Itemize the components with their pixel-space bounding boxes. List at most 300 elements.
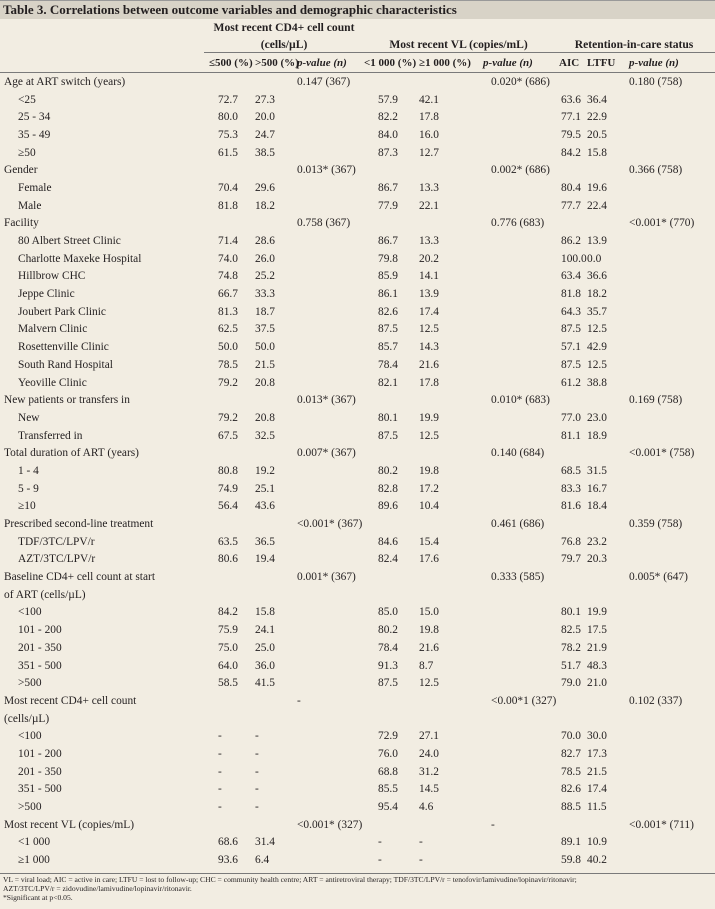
col-header: LTFU <box>587 53 625 73</box>
row-label: New <box>18 411 40 424</box>
table-cell <box>289 781 364 799</box>
table-cell <box>289 586 364 604</box>
table-cell <box>483 108 553 126</box>
table-footnote <box>0 873 715 902</box>
row-label: Gender <box>4 164 38 177</box>
table-cell: - <box>255 783 259 796</box>
group-header-cd4: Most recent CD4+ cell count <box>213 21 355 34</box>
table-cell <box>289 551 364 569</box>
column-header-row <box>0 53 715 73</box>
table-cell <box>255 710 289 728</box>
table-cell: 0.001* (367) <box>297 571 356 584</box>
table-row <box>0 462 715 480</box>
table-cell: 41.5 <box>255 677 275 690</box>
table-cell: 59.8 <box>561 854 581 867</box>
table-cell: 0.180 (758) <box>629 75 683 88</box>
table-cell: 0.020* (686) <box>491 75 550 88</box>
table-cell: 0.002* (686) <box>491 164 550 177</box>
table-cell: 82.5 <box>561 624 581 637</box>
table-cell: 84.2 <box>218 606 238 619</box>
table-row <box>0 692 715 710</box>
table-cell: 93.6 <box>218 854 238 867</box>
table-cell <box>553 586 587 604</box>
table-cell: 74.0 <box>218 252 238 265</box>
table-cell: 72.7 <box>218 93 238 106</box>
table-cell <box>625 710 715 728</box>
table-cell <box>483 851 553 869</box>
table-cell <box>625 91 715 109</box>
table-cell: - <box>218 747 222 760</box>
table-cell <box>419 161 483 179</box>
table-cell <box>255 391 289 409</box>
table-cell <box>289 321 364 339</box>
table-cell: 75.3 <box>218 128 238 141</box>
table-cell <box>483 197 553 215</box>
table-cell <box>587 692 625 710</box>
table-cell: 77.1 <box>561 111 581 124</box>
row-label: >500 <box>18 677 42 690</box>
table-cell <box>483 639 553 657</box>
table-cell: 63.6 <box>561 93 581 106</box>
table-cell: 17.6 <box>419 553 439 566</box>
table-cell: 85.0 <box>378 606 398 619</box>
table-cell <box>625 727 715 745</box>
table-cell <box>483 409 553 427</box>
table-cell <box>419 215 483 233</box>
table-cell: 79.2 <box>218 411 238 424</box>
table-cell: 57.9 <box>378 93 398 106</box>
table-cell <box>625 586 715 604</box>
table-cell: 76.8 <box>561 535 581 548</box>
table-cell <box>289 498 364 516</box>
table-row <box>0 745 715 763</box>
table-cell <box>364 73 419 91</box>
table-cell: 78.4 <box>378 358 398 371</box>
table-cell: 95.4 <box>378 801 398 814</box>
table-cell: 68.6 <box>218 836 238 849</box>
row-label: 351 - 500 <box>18 659 62 672</box>
table-cell: 0.013* (367) <box>297 394 356 407</box>
table-cell <box>204 710 255 728</box>
table-cell <box>483 250 553 268</box>
table-cell: 26.0 <box>255 252 275 265</box>
table-cell: 85.9 <box>378 270 398 283</box>
row-label: Yeoville Clinic <box>18 376 87 389</box>
table-cell: 17.5 <box>587 624 607 637</box>
table-cell: 25.0 <box>255 641 275 654</box>
table-row <box>0 586 715 604</box>
row-label: 5 - 9 <box>18 482 39 495</box>
table-cell: 18.9 <box>587 429 607 442</box>
table-row <box>0 250 715 268</box>
table-cell: 33.3 <box>255 288 275 301</box>
table-cell <box>255 816 289 834</box>
table-row <box>0 851 715 869</box>
table-cell: 85.7 <box>378 341 398 354</box>
table-row <box>0 444 715 462</box>
table-cell: 77.7 <box>561 199 581 212</box>
table-cell: 72.9 <box>378 730 398 743</box>
table-cell: 19.2 <box>255 464 275 477</box>
table-cell <box>483 710 553 728</box>
table-cell <box>419 586 483 604</box>
table-cell: - <box>218 765 222 778</box>
table-cell: 42.9 <box>587 341 607 354</box>
table-row <box>0 161 715 179</box>
table-cell: 0.005* (647) <box>629 571 688 584</box>
table-cell: 21.9 <box>587 641 607 654</box>
table-row <box>0 798 715 816</box>
table-cell: 63.5 <box>218 535 238 548</box>
table-cell: 74.8 <box>218 270 238 283</box>
table-cell <box>419 568 483 586</box>
row-label: Jeppe Clinic <box>18 288 75 301</box>
row-label: Malvern Clinic <box>18 323 88 336</box>
table-cell <box>625 144 715 162</box>
table-cell: - <box>255 801 259 814</box>
row-label: >500 <box>18 801 42 814</box>
col-header: p-value (n) <box>483 53 553 73</box>
table-cell <box>483 798 553 816</box>
table-cell <box>204 692 255 710</box>
table-cell: 12.5 <box>419 429 439 442</box>
row-label: 101 - 200 <box>18 624 62 637</box>
table-cell: 25.1 <box>255 482 275 495</box>
row-label: 80 Albert Street Clinic <box>18 235 121 248</box>
table-cell <box>625 232 715 250</box>
table-cell: 17.4 <box>419 305 439 318</box>
table-cell: 80.1 <box>378 411 398 424</box>
table-cell <box>204 816 255 834</box>
table-cell: 80.4 <box>561 181 581 194</box>
table-cell: 19.9 <box>587 606 607 619</box>
table-row <box>0 480 715 498</box>
table-cell: 63.4 <box>561 270 581 283</box>
table-cell <box>553 391 587 409</box>
table-cell: 81.8 <box>561 288 581 301</box>
table-cell: 16.0 <box>419 128 439 141</box>
table-cell: 23.2 <box>587 535 607 548</box>
table-cell <box>364 568 419 586</box>
table-cell <box>255 215 289 233</box>
table-cell: 12.7 <box>419 146 439 159</box>
table-cell <box>289 303 364 321</box>
table-row <box>0 657 715 675</box>
table-row <box>0 568 715 586</box>
table-cell: - <box>255 765 259 778</box>
table-cell <box>625 851 715 869</box>
table-cell: 78.5 <box>561 765 581 778</box>
table-cell <box>483 427 553 445</box>
footnote-line: *Significant at p<0.05. <box>3 892 73 902</box>
table-cell: 15.4 <box>419 535 439 548</box>
table-cell: 10.4 <box>419 500 439 513</box>
row-label: TDF/3TC/LPV/r <box>18 535 95 548</box>
table-title: Table 3. Correlations between outcome variables and demographic characteristics <box>0 0 715 19</box>
table-cell: 80.2 <box>378 624 398 637</box>
table-cell: 87.5 <box>378 429 398 442</box>
table-cell: 27.1 <box>419 730 439 743</box>
table-cell <box>483 268 553 286</box>
row-label: Total duration of ART (years) <box>4 447 139 460</box>
table-cell: 61.2 <box>561 376 581 389</box>
table-cell: 21.5 <box>255 358 275 371</box>
table-cell <box>483 374 553 392</box>
table-row <box>0 374 715 392</box>
table-cell: 22.4 <box>587 199 607 212</box>
table-cell: 56.4 <box>218 500 238 513</box>
table-cell <box>204 391 255 409</box>
table-cell <box>419 710 483 728</box>
table-cell: 87.5 <box>561 358 581 371</box>
table-row <box>0 126 715 144</box>
table-cell <box>289 674 364 692</box>
table-cell <box>483 763 553 781</box>
row-label: Charlotte Maxeke Hospital <box>18 252 142 265</box>
table-cell: 89.1 <box>561 836 581 849</box>
row-label: Joubert Park Clinic <box>18 305 106 318</box>
table-cell: - <box>255 730 259 743</box>
table-cell: 51.7 <box>561 659 581 672</box>
table-cell: 79.0 <box>561 677 581 690</box>
table-cell: 84.6 <box>378 535 398 548</box>
table-cell: 58.5 <box>218 677 238 690</box>
table-cell: 19.8 <box>419 624 439 637</box>
table-cell: 20.3 <box>587 553 607 566</box>
table-row <box>0 73 715 91</box>
col-header: AIC <box>553 53 587 73</box>
table-cell: - <box>419 836 423 849</box>
table-cell: 23.0 <box>587 411 607 424</box>
table-row <box>0 498 715 516</box>
footnote-line: AZT/3TC/LPV/r = zidovudine/lamivudine/lopinavir/ritonavir. <box>3 883 192 893</box>
table-cell: <0.001* (327) <box>297 818 363 831</box>
group-header-row-2 <box>0 36 715 53</box>
table-cell <box>204 515 255 533</box>
table-cell <box>625 639 715 657</box>
table-cell: 0.140 (684) <box>491 447 545 460</box>
table-cell: 17.8 <box>419 111 439 124</box>
table-cell: 100.0 <box>561 252 587 265</box>
table-cell <box>204 444 255 462</box>
table-row <box>0 391 715 409</box>
footnote-line: VL = viral load; AIC = active in care; LTFU = lost to follow-up; CHC = community health centre; ART = antiretroviral therapy; TDF/3TC/LPV/r = tenofovir/lamivudine/lopinavir/ritonavir; <box>3 874 577 884</box>
table-cell <box>625 462 715 480</box>
table-cell: 0.0 <box>587 252 602 265</box>
table-cell <box>483 657 553 675</box>
table-cell: 62.5 <box>218 323 238 336</box>
table-row <box>0 781 715 799</box>
table-cell: 75.0 <box>218 641 238 654</box>
table-cell: <0.001* (711) <box>629 818 694 831</box>
table-cell <box>553 444 587 462</box>
row-label: <1 000 <box>18 836 51 849</box>
table-cell: 89.6 <box>378 500 398 513</box>
table-cell: 6.4 <box>255 854 270 867</box>
table-cell: 70.0 <box>561 730 581 743</box>
table-cell: 18.4 <box>587 500 607 513</box>
table-cell: 87.3 <box>378 146 398 159</box>
row-label: Age at ART switch (years) <box>4 75 126 88</box>
table-cell <box>289 604 364 622</box>
table-cell <box>625 356 715 374</box>
row-label: Rosettenville Clinic <box>18 341 109 354</box>
table-cell: 18.2 <box>255 199 275 212</box>
table-row <box>0 179 715 197</box>
table-cell <box>419 73 483 91</box>
table-cell: 30.0 <box>587 730 607 743</box>
table-cell <box>625 763 715 781</box>
row-label: New patients or transfers in <box>4 394 130 407</box>
group-header-row-1 <box>0 19 715 36</box>
table-cell <box>483 604 553 622</box>
table-cell <box>204 215 255 233</box>
col-header: ≤500 (%) <box>204 53 255 73</box>
table-row <box>0 409 715 427</box>
table-cell <box>625 179 715 197</box>
row-label: ≥10 <box>18 500 36 513</box>
table-cell: 31.5 <box>587 464 607 477</box>
table-row <box>0 303 715 321</box>
table-cell: 17.3 <box>587 747 607 760</box>
group-header-vl: Most recent VL (copies/mL) <box>364 36 553 53</box>
table-cell: 16.7 <box>587 482 607 495</box>
table-cell <box>483 533 553 551</box>
table-cell: 12.5 <box>587 358 607 371</box>
table-cell: 20.0 <box>255 111 275 124</box>
table-cell: 36.0 <box>255 659 275 672</box>
row-label: 201 - 350 <box>18 641 62 654</box>
table-cell: 25.2 <box>255 270 275 283</box>
table-cell <box>255 515 289 533</box>
table-row <box>0 604 715 622</box>
row-label: South Rand Hospital <box>18 358 113 371</box>
table-cell: 82.4 <box>378 553 398 566</box>
table-cell <box>483 462 553 480</box>
table-cell <box>289 745 364 763</box>
table-cell <box>364 391 419 409</box>
group-header-retention: Retention-in-care status <box>553 36 715 53</box>
row-label: Female <box>18 181 52 194</box>
table-cell <box>289 250 364 268</box>
table-cell <box>364 161 419 179</box>
table-cell: 28.6 <box>255 235 275 248</box>
table-cell <box>289 834 364 852</box>
table-cell: - <box>218 801 222 814</box>
row-label: Facility <box>4 217 39 230</box>
table-cell: 13.3 <box>419 235 439 248</box>
table-cell: 48.3 <box>587 659 607 672</box>
table-cell <box>483 551 553 569</box>
table-cell: 24.7 <box>255 128 275 141</box>
table-cell: 78.4 <box>378 641 398 654</box>
table-cell: 15.8 <box>255 606 275 619</box>
table-cell <box>204 568 255 586</box>
table-row <box>0 427 715 445</box>
table-row <box>0 321 715 339</box>
table-cell: 14.5 <box>419 783 439 796</box>
table-cell: 35.7 <box>587 305 607 318</box>
table-cell: 4.6 <box>419 801 434 814</box>
table-cell: 66.7 <box>218 288 238 301</box>
row-label: Prescribed second-line treatment <box>4 518 154 531</box>
table-cell: <0.00*1 (327) <box>491 694 557 707</box>
table-cell <box>364 444 419 462</box>
row-label: <100 <box>18 606 42 619</box>
table-cell: 31.2 <box>419 765 439 778</box>
table-cell <box>483 356 553 374</box>
table-cell <box>483 586 553 604</box>
table-cell: 22.9 <box>587 111 607 124</box>
table-cell: 19.9 <box>419 411 439 424</box>
table-cell <box>553 568 587 586</box>
table-cell: 12.5 <box>587 323 607 336</box>
table-cell: 20.2 <box>419 252 439 265</box>
table-cell <box>483 834 553 852</box>
table-cell: 82.6 <box>378 305 398 318</box>
table-cell: 21.5 <box>587 765 607 778</box>
row-label: <100 <box>18 730 42 743</box>
table-cell: 76.0 <box>378 747 398 760</box>
row-label: of ART (cells/µL) <box>4 588 86 601</box>
table-cell: 10.9 <box>587 836 607 849</box>
table-cell: 13.9 <box>587 235 607 248</box>
table-cell: 70.4 <box>218 181 238 194</box>
table-cell: 18.2 <box>587 288 607 301</box>
table-cell: 15.8 <box>587 146 607 159</box>
table-cell: 11.5 <box>587 801 607 814</box>
table-cell: 37.5 <box>255 323 275 336</box>
table-cell: 80.6 <box>218 553 238 566</box>
table-cell: 67.5 <box>218 429 238 442</box>
table-cell: 8.7 <box>419 659 434 672</box>
table-cell <box>483 232 553 250</box>
table-cell: 36.4 <box>587 93 607 106</box>
table-cell <box>625 604 715 622</box>
col-header: p-value (n) <box>625 53 715 73</box>
table-cell <box>289 621 364 639</box>
table-cell <box>587 816 625 834</box>
row-label: Transferred in <box>18 429 83 442</box>
table-cell <box>483 144 553 162</box>
table-row <box>0 639 715 657</box>
table-cell: 31.4 <box>255 836 275 849</box>
table-cell: 82.1 <box>378 376 398 389</box>
row-label: 101 - 200 <box>18 747 62 760</box>
table-cell: 64.0 <box>218 659 238 672</box>
table-cell: 29.6 <box>255 181 275 194</box>
table-row <box>0 91 715 109</box>
col-header: >500 (%) <box>255 53 289 73</box>
table-cell <box>483 745 553 763</box>
table-cell <box>289 480 364 498</box>
table-cell: 86.2 <box>561 235 581 248</box>
table-cell: 19.6 <box>587 181 607 194</box>
table-cell: 20.5 <box>587 128 607 141</box>
table-cell <box>587 215 625 233</box>
table-cell <box>587 586 625 604</box>
table-cell <box>289 851 364 869</box>
table-cell: 24.0 <box>419 747 439 760</box>
row-label: 1 - 4 <box>18 464 39 477</box>
table-cell <box>553 816 587 834</box>
table-cell <box>483 338 553 356</box>
table-row <box>0 515 715 533</box>
table-cell: 77.0 <box>561 411 581 424</box>
table-cell <box>587 161 625 179</box>
table-cell <box>553 710 587 728</box>
table-cell: - <box>218 783 222 796</box>
